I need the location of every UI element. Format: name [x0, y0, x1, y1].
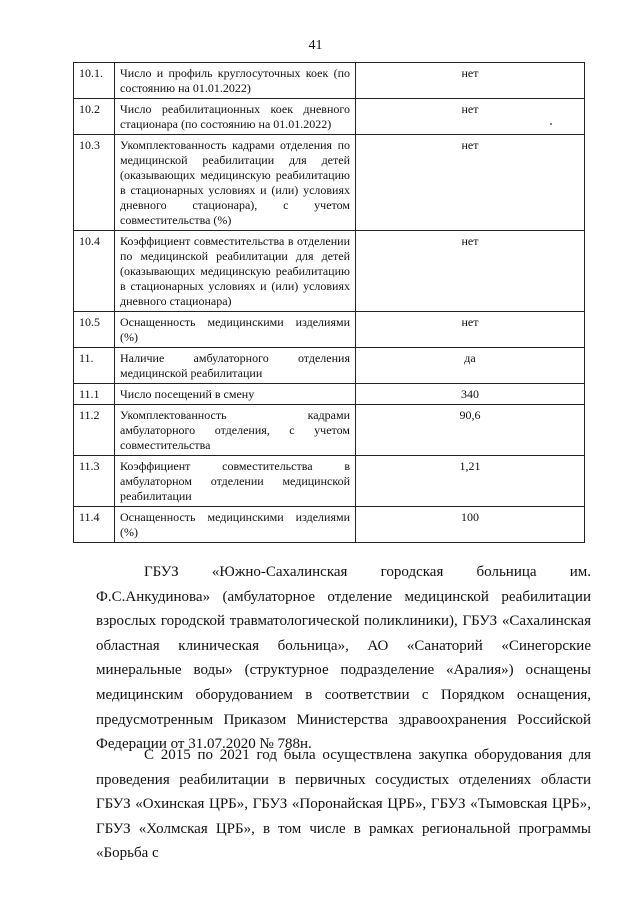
table-row	[74, 99, 585, 135]
row-value: нет	[356, 63, 585, 99]
page-number: 41	[308, 38, 323, 53]
table-row	[74, 135, 585, 231]
row-number: 10.3	[74, 135, 115, 231]
row-number: 10.5	[74, 312, 115, 348]
table-row	[74, 384, 585, 405]
scan-speck	[550, 123, 552, 125]
row-description: Число и профиль круглосуточных коек (по состоянию на 01.01.2022)	[115, 63, 356, 99]
row-number: 11.2	[74, 405, 115, 456]
row-value: 100	[356, 507, 585, 543]
row-description: Оснащенность медицинскими изделиями (%)	[115, 507, 356, 543]
body-paragraph: ГБУЗ «Южно-Сахалинская городская больница им. Ф.С.Анкудинова» (амбулаторное отделение медицинской реабилитации взрослых городской травматологической поликлиники), ГБУЗ «Сахалинская областная клиническая больница», АО «Санаторий «Синегорские минеральные воды» (структурное подразделение «Аралия») оснащены медицинским оборудованием в соответствии с Порядком оснащения, предусмотренным Приказом Министерства здравоохранения Российской Федерации от 31.07.2020 № 788н.	[96, 564, 591, 753]
row-value: 1,21	[356, 456, 585, 507]
table-row	[74, 348, 585, 384]
row-description: Число реабилитационных коек дневного стационара (по состоянию на 01.01.2022)	[115, 99, 356, 135]
table-row	[74, 507, 585, 543]
row-value: да	[356, 348, 585, 384]
row-description: Число посещений в смену	[115, 384, 356, 405]
table-row	[74, 312, 585, 348]
indicators-table	[73, 62, 585, 543]
table-row	[74, 63, 585, 99]
row-description: Наличие амбулаторного отделения медицинской реабилитации	[115, 348, 356, 384]
table-row	[74, 405, 585, 456]
row-value: 90,6	[356, 405, 585, 456]
row-number: 10.2	[74, 99, 115, 135]
body-paragraph: С 2015 по 2021 год была осуществлена закупка оборудования для проведения реабилитации в первичных сосудистых отделениях области ГБУЗ «Охинская ЦРБ», ГБУЗ «Поронайская ЦРБ», ГБУЗ «Тымовская ЦРБ», ГБУЗ «Холмская ЦРБ», в том числе в рамках региональной программы «Борьба с	[96, 747, 591, 862]
row-number: 11.3	[74, 456, 115, 507]
row-number: 10.1.	[74, 63, 115, 99]
row-value: 340	[356, 384, 585, 405]
row-description: Коэффициент совместительства в амбулаторном отделении медицинской реабилитации	[115, 456, 356, 507]
row-description: Оснащенность медицинскими изделиями (%)	[115, 312, 356, 348]
row-description: Укомплектованность кадрами амбулаторного отделения, с учетом совместительства	[115, 405, 356, 456]
row-number: 11.	[74, 348, 115, 384]
row-value: нет	[356, 312, 585, 348]
row-value: нет	[356, 135, 585, 231]
row-description: Укомплектованность кадрами отделения по медицинской реабилитации для детей (оказывающих медицинскую реабилитацию в стационарных условиях и (или) условиях дневного стационара), с учетом совместительства (%)	[115, 135, 356, 231]
row-number: 10.4	[74, 231, 115, 312]
table-row	[74, 231, 585, 312]
row-description: Коэффициент совместительства в отделении по медицинской реабилитации для детей (оказывающих медицинскую реабилитацию в стационарных условиях и (или) условиях дневного стационара)	[115, 231, 356, 312]
row-value: нет	[356, 99, 585, 135]
table-row	[74, 456, 585, 507]
row-value: нет	[356, 231, 585, 312]
row-number: 11.4	[74, 507, 115, 543]
row-number: 11.1	[74, 384, 115, 405]
